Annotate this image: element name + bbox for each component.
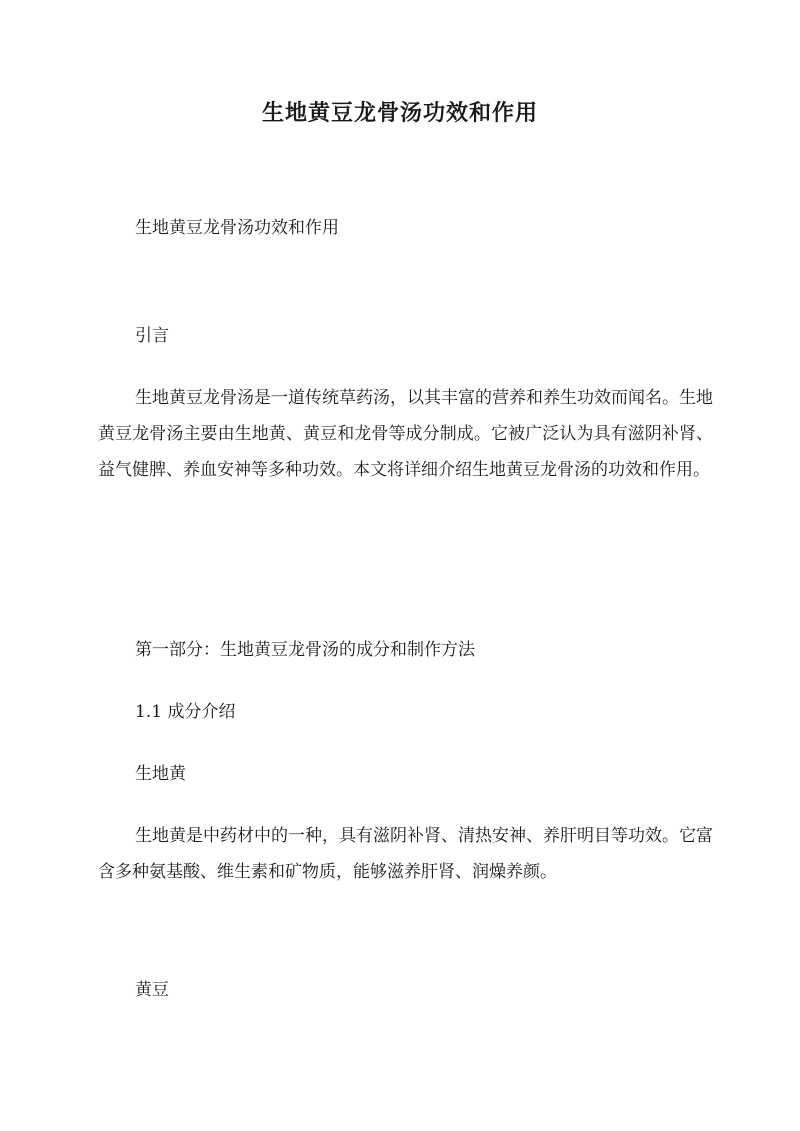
- part1-heading: 第一部分：生地黄豆龙骨汤的成分和制作方法: [135, 640, 475, 660]
- intro-paragraph: 生地黄豆龙骨汤是一道传统草药汤，以其丰富的营养和养生功效而闻名。生地黄豆龙骨汤主要由生地黄、黄豆和龙骨等成分制成。它被广泛认为具有滋阴补肾、益气健脾、养血安神等多种功效。本文将详细介绍生地黄豆龙骨汤的功效和作用。: [98, 388, 713, 480]
- section-1-1-heading: 1.1 成分介绍: [135, 702, 236, 722]
- intro-heading: 引言: [135, 326, 169, 346]
- ingredient2-heading: 黄豆: [135, 980, 169, 1000]
- ingredient1-paragraph: 生地黄是中药材中的一种，具有滋阴补肾、清热安神、养肝明目等功效。它富含多种氨基酸、维生素和矿物质，能够滋养肝肾、润燥养颜。: [98, 826, 713, 882]
- document-subtitle: 生地黄豆龙骨汤功效和作用: [135, 218, 339, 238]
- document-title: 生地黄豆龙骨汤功效和作用: [261, 100, 538, 126]
- ingredient1-heading: 生地黄: [135, 764, 186, 784]
